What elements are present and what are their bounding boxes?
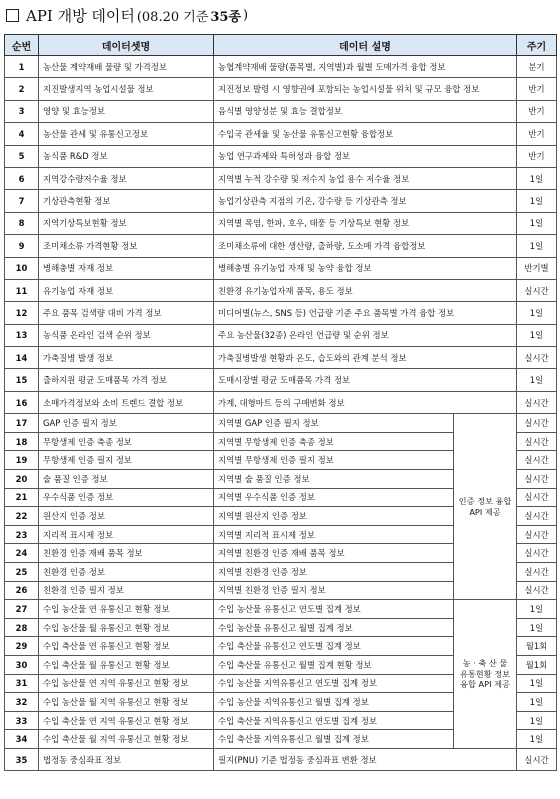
dataset-description: 가축질병발생 현황과 온도, 습도와의 관계 분석 정보 [214,347,517,369]
table-row [5,190,557,212]
dataset-description: 지역별 무항생제 인증 필지 정보 [214,451,454,470]
dataset-name: 농식품 온라인 검색 순위 정보 [39,324,214,346]
dataset-description: 지역별 친환경 인증 재배 품목 정보 [214,544,454,563]
table-row [5,167,557,189]
update-cycle: 반기 [517,100,557,122]
update-cycle: 반기 [517,123,557,145]
title-close: ) [243,7,249,23]
dataset-name: 수입 축산물 연 지역 유통신고 현황 정보 [39,711,214,730]
row-number: 11 [5,279,39,301]
dataset-name: 무항생제 인증 필지 정보 [39,451,214,470]
row-number: 8 [5,212,39,234]
update-cycle: 1일 [517,674,557,693]
dataset-description: 수입 축산물 지역유통신고 월별 집계 정보 [214,730,454,749]
row-number: 28 [5,618,39,637]
dataset-description: 지역별 무항생제 인증 축종 정보 [214,432,454,451]
dataset-name: 병해충별 자재 정보 [39,257,214,279]
dataset-name: 지리적 표시제 정보 [39,525,214,544]
row-number: 32 [5,693,39,712]
update-cycle: 1일 [517,190,557,212]
update-cycle: 실시간 [517,391,557,413]
dataset-name: 농산물 관세 및 유통신고정보 [39,123,214,145]
dataset-name: 우수식품 인증 정보 [39,488,214,507]
dataset-description: 지역별 원산지 인증 정보 [214,507,454,526]
dataset-name: 농산물 계약재배 물량 및 가격정보 [39,56,214,78]
update-cycle: 실시간 [517,414,557,433]
dataset-name: 수입 축산물 월 지역 유통신고 현황 정보 [39,730,214,749]
row-number: 19 [5,451,39,470]
row-number: 5 [5,145,39,167]
row-number: 16 [5,391,39,413]
update-cycle: 1일 [517,711,557,730]
row-number: 26 [5,581,39,600]
row-number: 6 [5,167,39,189]
update-cycle: 실시간 [517,563,557,582]
api-data-table [4,34,557,771]
row-number: 2 [5,78,39,100]
dataset-description: 지역별 지리적 표시제 정보 [214,525,454,544]
row-number: 33 [5,711,39,730]
update-cycle: 월1회 [517,637,557,656]
row-number: 9 [5,235,39,257]
dataset-name: 수입 농산물 연 지역 유통신고 현황 정보 [39,674,214,693]
group-label-distribution: 농 · 축 산 물 유통현황 정보 융합 API 제공 [454,600,517,749]
title-main: API 개방 데이터 [26,6,135,25]
dataset-description: 가계, 대형마트 등의 구매변화 정보 [214,391,517,413]
table-row [5,212,557,234]
row-number: 12 [5,302,39,324]
table-row [5,302,557,324]
row-number: 22 [5,507,39,526]
update-cycle: 1일 [517,618,557,637]
dataset-name: 지역강수량저수율 정보 [39,167,214,189]
dataset-description: 조미채소류에 대한 생산량, 출하량, 도소매 가격 융합정보 [214,235,517,257]
header-description: 데이터 설명 [214,35,517,56]
dataset-description: 지역별 친환경 인증 정보 [214,563,454,582]
dataset-description: 지역별 친환경 인증 필지 정보 [214,581,454,600]
table-body [5,56,557,771]
dataset-name: 지역기상특보현황 정보 [39,212,214,234]
table-row [5,414,557,433]
table-row [5,391,557,413]
dataset-description: 수입 축산물 유통신고 월별 집계 현황 정보 [214,655,454,674]
dataset-description: 수입 농산물 지역유통신고 연도별 집계 정보 [214,674,454,693]
dataset-name: 조미채소류 가격현황 정보 [39,235,214,257]
update-cycle: 1일 [517,730,557,749]
dataset-name: 가축질병 발생 정보 [39,347,214,369]
update-cycle: 실시간 [517,470,557,489]
dataset-description: 병해충별 유기농업 자재 및 농약 융합 정보 [214,257,517,279]
dataset-description: 농업기상관측 지점의 기온, 강수량 등 기상관측 정보 [214,190,517,212]
table-row [5,347,557,369]
row-number: 20 [5,470,39,489]
table-row [5,123,557,145]
table-row [5,145,557,167]
row-number: 25 [5,563,39,582]
row-number: 23 [5,525,39,544]
row-number: 17 [5,414,39,433]
dataset-name: 출하지원 평균 도매품목 가격 정보 [39,369,214,391]
dataset-description: 지역별 누적 강수량 및 저수지 농업 용수 저수율 정보 [214,167,517,189]
table-row [5,235,557,257]
dataset-description: 필지(PNU) 기준 법정동 중심좌표 변환 정보 [214,748,517,770]
dataset-name: GAP 인증 필지 정보 [39,414,214,433]
dataset-description: 수입 농산물 지역유통신고 월별 집계 정보 [214,693,454,712]
update-cycle: 1일 [517,693,557,712]
row-number: 14 [5,347,39,369]
dataset-name: 소매가격정보와 소비 트렌드 결합 정보 [39,391,214,413]
row-number: 1 [5,56,39,78]
table-row [5,56,557,78]
dataset-name: 수입 농산물 연 유통신고 현황 정보 [39,600,214,619]
dataset-description: 친환경 유기농업자재 품목, 용도 정보 [214,279,517,301]
row-number: 21 [5,488,39,507]
update-cycle: 실시간 [517,581,557,600]
table-row [5,324,557,346]
row-number: 30 [5,655,39,674]
row-number: 10 [5,257,39,279]
update-cycle: 실시간 [517,748,557,770]
row-number: 3 [5,100,39,122]
update-cycle: 반기 [517,78,557,100]
row-number: 34 [5,730,39,749]
row-number: 18 [5,432,39,451]
update-cycle: 실시간 [517,507,557,526]
table-row [5,257,557,279]
update-cycle: 반기 [517,145,557,167]
dataset-description: 주요 농산물(32종) 온라인 언급량 및 순위 정보 [214,324,517,346]
dataset-name: 주요 품목 검색량 대비 가격 정보 [39,302,214,324]
update-cycle: 1일 [517,369,557,391]
dataset-description: 지역별 GAP 인증 필지 정보 [214,414,454,433]
dataset-name: 친환경 인증 필지 정보 [39,581,214,600]
update-cycle: 1일 [517,324,557,346]
dataset-description: 지역별 폭염, 한파, 호우, 태풍 등 기상특보 현황 정보 [214,212,517,234]
row-number: 27 [5,600,39,619]
dataset-name: 농식품 R&D 정보 [39,145,214,167]
row-number: 15 [5,369,39,391]
update-cycle: 1일 [517,212,557,234]
update-cycle: 실시간 [517,451,557,470]
dataset-name: 영양 및 효능정보 [39,100,214,122]
dataset-name: 수입 축산물 연 유통신고 현황 정보 [39,637,214,656]
dataset-name: 친환경 인증 정보 [39,563,214,582]
table-row [5,369,557,391]
dataset-description: 수입국 관세율 및 농산물 유통신고현황 융합정보 [214,123,517,145]
table-row [5,78,557,100]
dataset-description: 농업 연구과제와 특허성과 융합 정보 [214,145,517,167]
table-header-row [5,35,557,56]
update-cycle: 월1회 [517,655,557,674]
update-cycle: 실시간 [517,525,557,544]
dataset-name: 수입 농산물 월 지역 유통신고 현황 정보 [39,693,214,712]
table-row [5,279,557,301]
dataset-name: 법정동 중심좌표 정보 [39,748,214,770]
update-cycle: 1일 [517,167,557,189]
dataset-description: 미디어별(뉴스, SNS 등) 언급량 기준 주요 품목별 가격 융합 정보 [214,302,517,324]
dataset-name: 지진발생지역 농업시설물 정보 [39,78,214,100]
update-cycle: 분기 [517,56,557,78]
dataset-name: 기상관측현황 정보 [39,190,214,212]
dataset-description: 지역별 우수식품 인증 정보 [214,488,454,507]
title-count: 35종 [210,9,242,25]
update-cycle: 실시간 [517,488,557,507]
update-cycle: 실시간 [517,544,557,563]
update-cycle: 실시간 [517,279,557,301]
table-row [5,100,557,122]
row-number: 35 [5,748,39,770]
update-cycle: 1일 [517,302,557,324]
dataset-name: 수입 축산물 월 유통신고 현황 정보 [39,655,214,674]
dataset-description: 수입 농산물 유통신고 연도별 집계 정보 [214,600,454,619]
row-number: 13 [5,324,39,346]
dataset-name: 유기농업 자재 정보 [39,279,214,301]
update-cycle: 실시간 [517,347,557,369]
page-title [6,4,248,26]
dataset-name: 무항생제 인증 축종 정보 [39,432,214,451]
dataset-description: 지역별 술 품질 인증 정보 [214,470,454,489]
dataset-description: 지진정보 발령 시 영향권에 포함되는 농업시설물 위치 및 규모 융합 정보 [214,78,517,100]
checkbox-icon [6,9,19,22]
table-row [5,600,557,619]
dataset-description: 수입 축산물 지역유통신고 연도별 집계 정보 [214,711,454,730]
row-number: 31 [5,674,39,693]
dataset-description: 수입 농산물 유통신고 월별 집계 정보 [214,618,454,637]
dataset-description: 수입 축산물 유통신고 연도별 집계 정보 [214,637,454,656]
row-number: 24 [5,544,39,563]
row-number: 4 [5,123,39,145]
update-cycle: 1일 [517,235,557,257]
dataset-name: 수입 농산물 월 유통신고 현황 정보 [39,618,214,637]
title-date: (08.20 기준 [136,9,209,25]
update-cycle: 실시간 [517,432,557,451]
dataset-description: 농협계약재배 물량(품목별, 지역별)과 월별 도매가격 융합 정보 [214,56,517,78]
dataset-description: 음식별 영양성분 및 효능 결합정보 [214,100,517,122]
update-cycle: 1일 [517,600,557,619]
group-label-certification: 인증 정보 융합 API 제공 [454,414,517,600]
dataset-description: 도매시장별 평균 도매품목 가격 정보 [214,369,517,391]
header-cycle: 주기 [517,35,557,56]
row-number: 7 [5,190,39,212]
header-dataset-name: 데이터셋명 [39,35,214,56]
dataset-name: 원산지 인증 정보 [39,507,214,526]
dataset-name: 술 품질 인증 정보 [39,470,214,489]
table-row [5,748,557,770]
dataset-name: 친환경 인증 재배 품목 정보 [39,544,214,563]
update-cycle: 반기별 [517,257,557,279]
row-number: 29 [5,637,39,656]
header-no: 순번 [5,35,39,56]
